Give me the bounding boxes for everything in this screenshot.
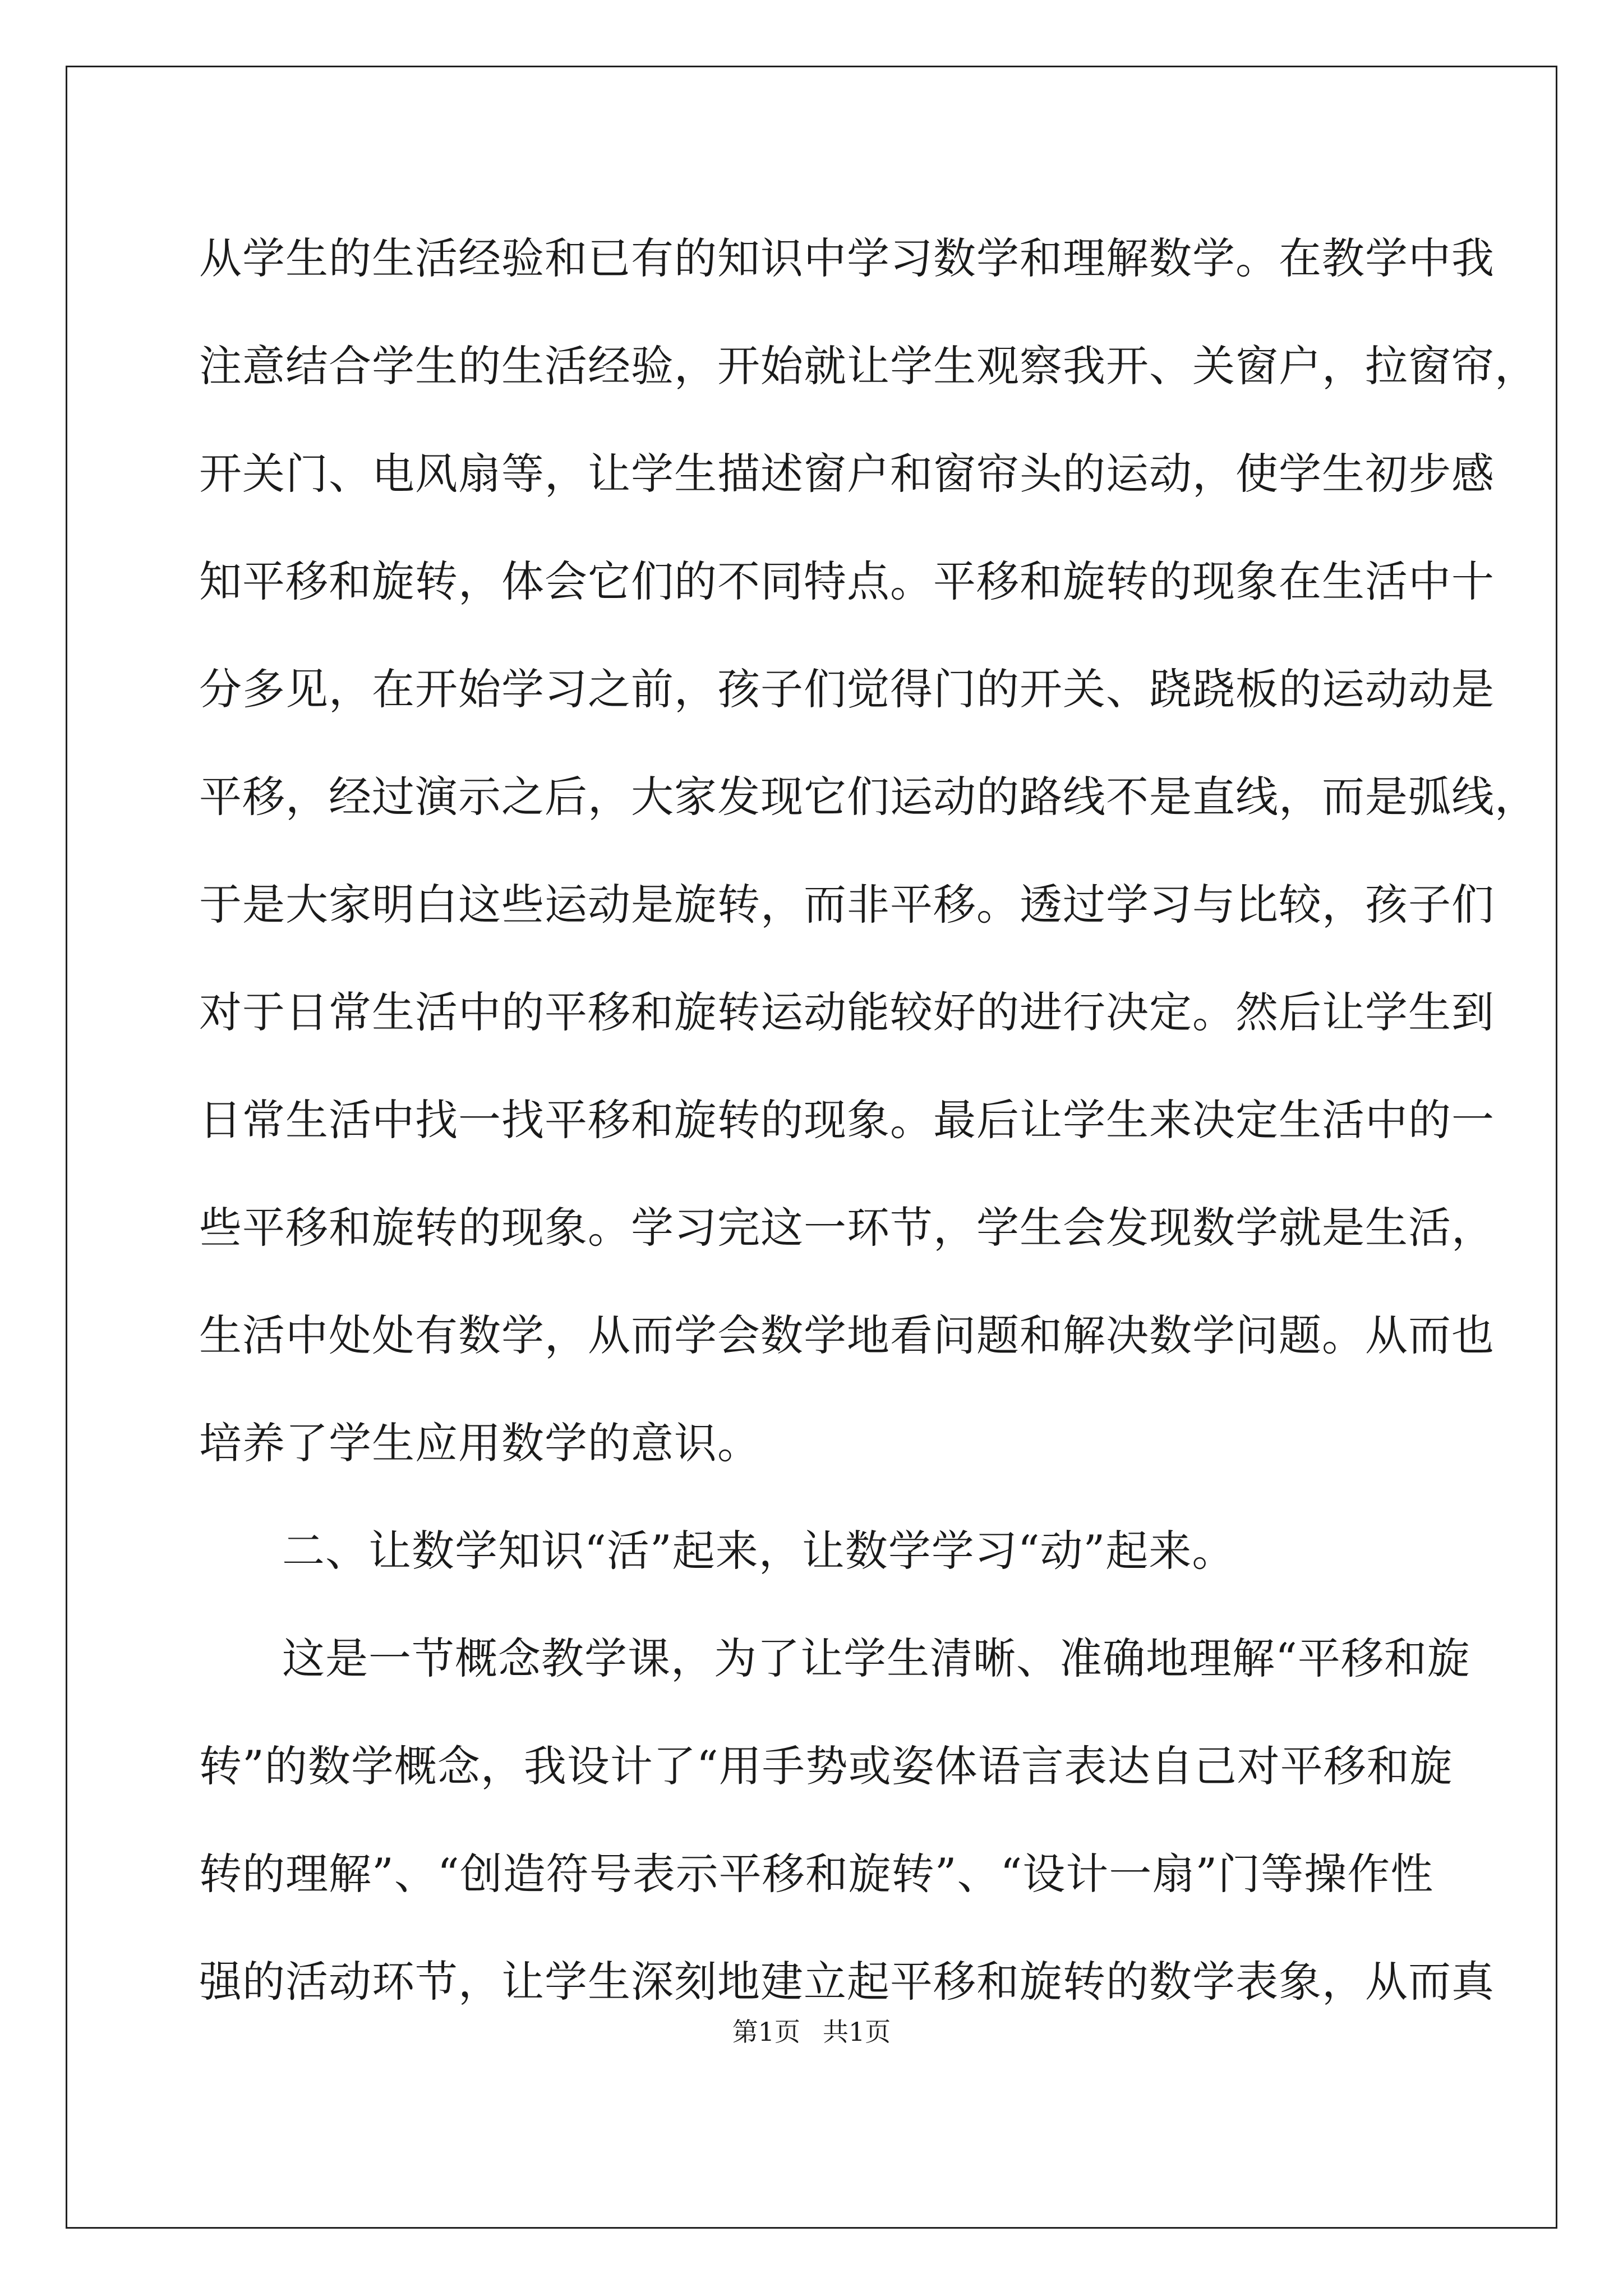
text-line: 日常生活中找一找平移和旋转的现象。最后让学生来决定生活中的一 [199,1095,1495,1145]
text-line: 生活中处处有数学，从而学会数学地看问题和解决数学问题。从而也 [199,1310,1495,1360]
page-footer [0,2015,1623,2049]
document-body [199,205,1538,2036]
text-line: 转”的数学概念，我设计了“用手势或姿体语言表达自己对平移和旋 [199,1741,1453,1791]
text-line: 于是大家明白这些运动是旋转，而非平移。透过学习与比较，孩子们 [199,880,1495,930]
page-number-total: 共1页 [823,2017,891,2047]
text-line: 平移，经过演示之后，大家发现它们运动的路线不是直线，而是弧线， [199,772,1538,822]
text-line: 注意结合学生的生活经验，开始就让学生观察我开、关窗户，拉窗帘， [199,341,1538,391]
section-heading: 二、让数学知识“活”起来，让数学学习“动”起来。 [282,1526,1235,1576]
text-line: 培养了学生应用数学的意识。 [199,1418,760,1468]
text-line: 开关门、电风扇等，让学生描述窗户和窗帘头的运动，使学生初步感 [199,449,1495,499]
text-line: 强的活动环节，让学生深刻地建立起平移和旋转的数学表象，从而真 [199,1957,1495,2007]
text-line: 对于日常生活中的平移和旋转运动能较好的进行决定。然后让学生到 [199,987,1495,1037]
text-line: 转的理解”、“创造符号表示平移和旋转”、“设计一扇”门等操作性 [199,1849,1434,1899]
text-line: 些平移和旋转的现象。学习完这一环节，学生会发现数学就是生活， [199,1203,1495,1253]
text-line: 这是一节概念教学课，为了让学生清晰、准确地理解“平移和旋 [282,1634,1470,1683]
page-number-current: 第1页 [732,2017,800,2047]
text-line: 知平移和旋转，体会它们的不同特点。平移和旋转的现象在生活中十 [199,556,1495,606]
text-line: 分多见，在开始学习之前，孩子们觉得门的开关、跷跷板的运动动是 [199,664,1495,714]
text-line: 从学生的生活经验和已有的知识中学习数学和理解数学。在教学中我 [199,233,1495,283]
